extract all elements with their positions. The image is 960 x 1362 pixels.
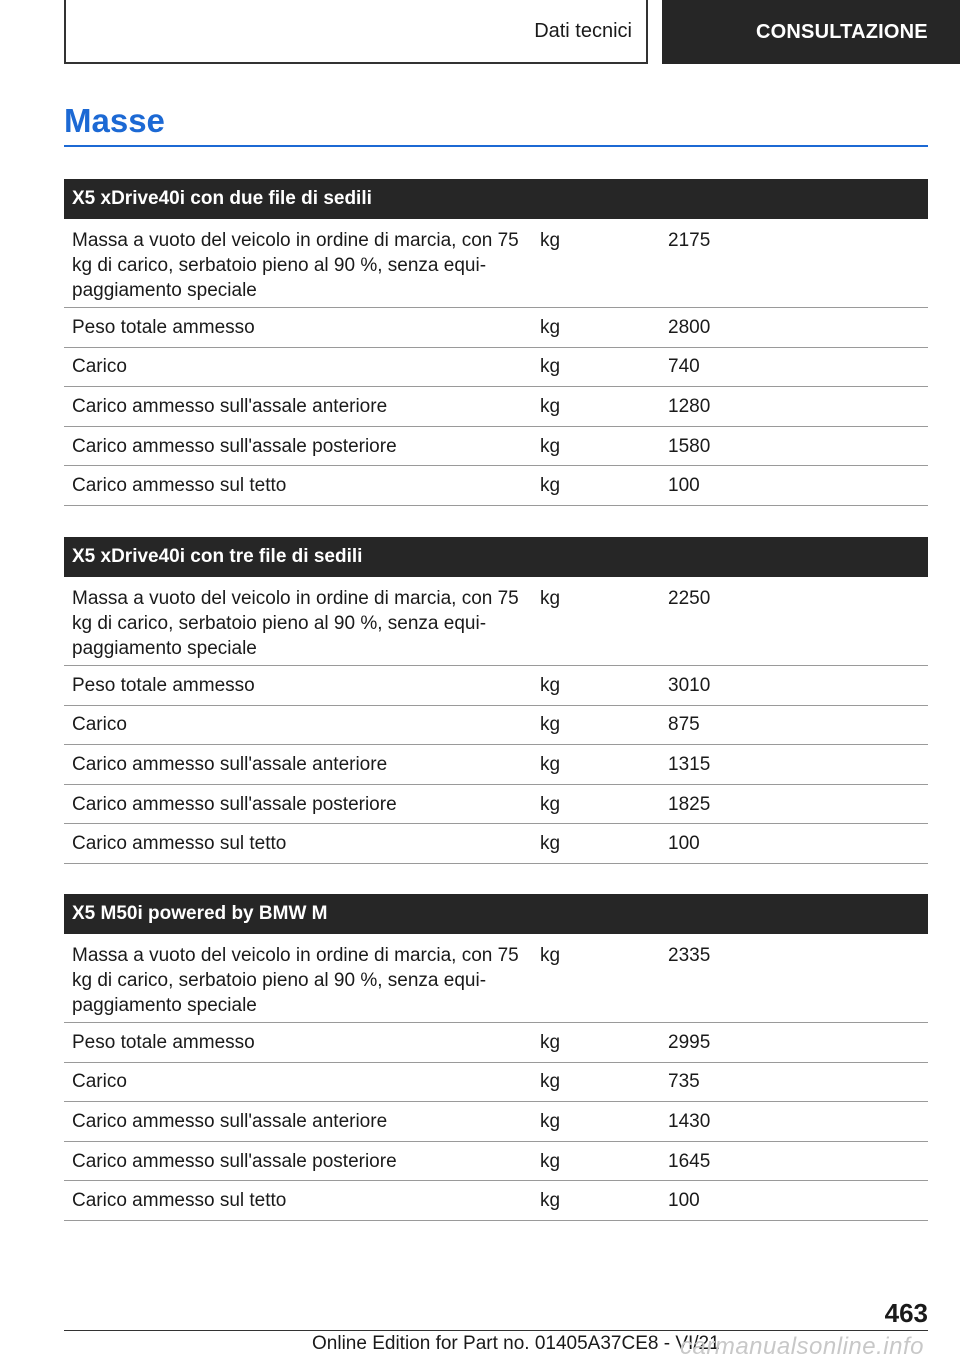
page-title: Masse [64, 102, 165, 139]
row-value: 1430 [668, 1110, 711, 1132]
table-row [64, 666, 928, 706]
row-value: 100 [668, 1190, 700, 1212]
row-value: 1825 [668, 793, 711, 815]
weights-table-section-1 [64, 179, 928, 506]
row-unit: kg [540, 588, 561, 609]
row-label: Carico ammesso sull'assale anteriore [72, 1110, 388, 1132]
table-row [64, 308, 928, 348]
header-chapter-label: CONSULTAZIONE [756, 20, 928, 43]
table-row [64, 1142, 928, 1182]
table-row [64, 427, 928, 467]
row-value: 1645 [668, 1150, 711, 1172]
row-value: 1280 [668, 395, 711, 417]
row-unit: kg [540, 356, 561, 378]
table-row [64, 387, 928, 427]
row-label: Carico [72, 356, 127, 378]
section-heading: X5 xDrive40i con due file di sedili [64, 179, 928, 219]
row-value: 2800 [668, 316, 711, 338]
row-unit: kg [540, 945, 561, 966]
row-value: 2250 [668, 588, 711, 609]
section-heading: X5 M50i powered by BMW M [64, 894, 928, 934]
table-row [64, 1181, 928, 1221]
section-heading: X5 xDrive40i con tre file di sedili [64, 537, 928, 577]
watermark: carmanualsonline.info [680, 1333, 924, 1360]
table-row [64, 785, 928, 825]
row-value: 1315 [668, 753, 711, 775]
row-label: Carico ammesso sull'assale posteriore [72, 793, 397, 815]
row-unit: kg [540, 1150, 561, 1172]
row-unit: kg [540, 833, 561, 855]
table-row [64, 466, 928, 506]
row-unit: kg [540, 714, 561, 736]
row-label: Carico ammesso sul tetto [72, 833, 287, 855]
row-unit: kg [540, 753, 561, 775]
header-chapter-tab [662, 0, 960, 64]
footer-divider [64, 1330, 928, 1331]
table-row [64, 824, 928, 864]
row-label: Massa a vuoto del veicolo in ordine di marcia, con 75 kg di carico, serbatoio pieno al 90 %, senza equi-paggiamento speciale [72, 230, 519, 301]
page-number: 463 [884, 1298, 928, 1328]
row-label: Carico ammesso sull'assale anteriore [72, 395, 388, 417]
row-label: Massa a vuoto del veicolo in ordine di marcia, con 75 kg di carico, serbatoio pieno al 90 %, senza equi-paggiamento speciale [72, 588, 519, 659]
row-label: Peso totale ammesso [72, 674, 255, 696]
header-section-tab [64, 0, 648, 64]
row-value: 740 [668, 356, 700, 378]
header-section-label: Dati tecnici [534, 19, 632, 42]
row-unit: kg [540, 316, 561, 338]
table-row [64, 1063, 928, 1103]
row-unit: kg [540, 1031, 561, 1053]
row-unit: kg [540, 395, 561, 417]
row-label: Carico ammesso sull'assale anteriore [72, 753, 388, 775]
table-row [64, 745, 928, 785]
weights-table-section-2 [64, 537, 928, 864]
table-row [64, 577, 928, 666]
table-row [64, 934, 928, 1023]
table-row [64, 348, 928, 388]
row-label: Carico ammesso sull'assale posteriore [72, 1150, 397, 1172]
row-unit: kg [540, 1190, 561, 1212]
row-label: Massa a vuoto del veicolo in ordine di marcia, con 75 kg di carico, serbatoio pieno al 90 %, senza equi-paggiamento speciale [72, 945, 519, 1016]
title-divider [64, 145, 928, 147]
row-unit: kg [540, 674, 561, 696]
row-label: Carico ammesso sull'assale posteriore [72, 435, 397, 457]
table-row [64, 1023, 928, 1063]
row-label: Carico ammesso sul tetto [72, 475, 287, 497]
footer-edition-text: Online Edition for Part no. 01405A37CE8 - VI/21 [312, 1333, 720, 1354]
row-value: 2335 [668, 945, 711, 966]
row-label: Peso totale ammesso [72, 1031, 255, 1053]
row-value: 1580 [668, 435, 711, 457]
table-row [64, 1102, 928, 1142]
row-value: 735 [668, 1071, 700, 1093]
table-row [64, 219, 928, 308]
row-value: 100 [668, 475, 700, 497]
row-unit: kg [540, 435, 561, 457]
row-value: 2175 [668, 230, 711, 251]
row-value: 3010 [668, 674, 711, 696]
row-value: 100 [668, 833, 700, 855]
row-label: Carico ammesso sul tetto [72, 1190, 287, 1212]
row-label: Carico [72, 714, 127, 736]
row-unit: kg [540, 475, 561, 497]
row-label: Carico [72, 1071, 127, 1093]
row-unit: kg [540, 1110, 561, 1132]
row-value: 875 [668, 714, 700, 736]
row-value: 2995 [668, 1031, 711, 1053]
row-unit: kg [540, 1071, 561, 1093]
weights-table-section-3 [64, 894, 928, 1221]
row-unit: kg [540, 793, 561, 815]
row-label: Peso totale ammesso [72, 316, 255, 338]
table-row [64, 706, 928, 746]
row-unit: kg [540, 230, 561, 251]
